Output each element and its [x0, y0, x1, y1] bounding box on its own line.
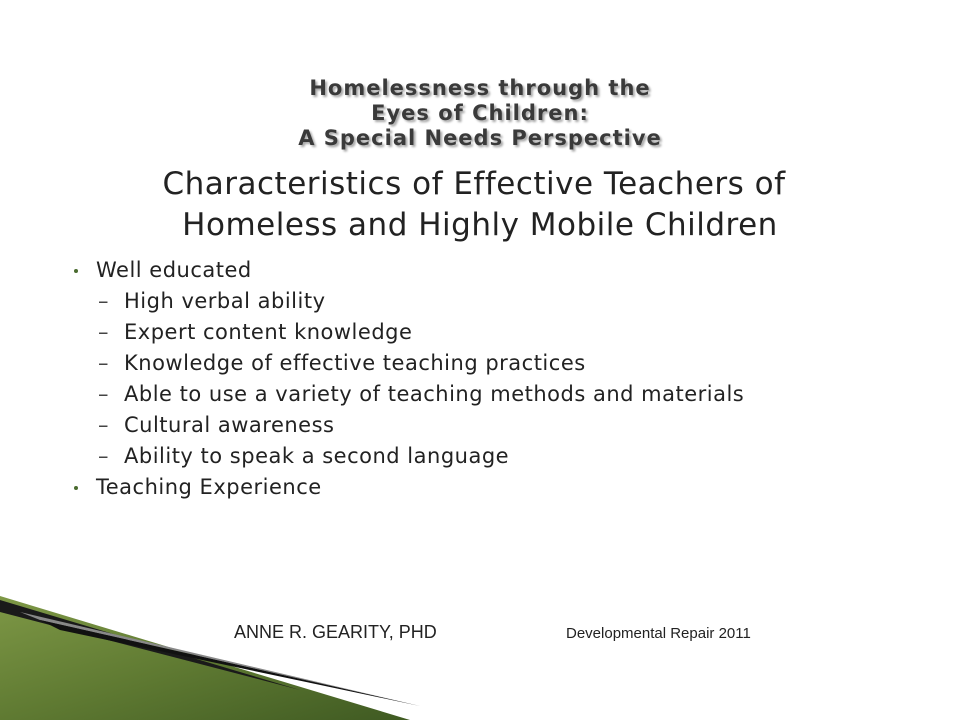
bullet-item	[72, 256, 932, 287]
sub-bullet-item	[72, 349, 932, 380]
sub-bullet-text: High verbal ability	[124, 289, 326, 313]
footer-author: ANNE R. GEARITY, PHD	[234, 622, 437, 642]
sub-bullet-item	[72, 318, 932, 349]
title-line: A Special Needs Perspective	[298, 126, 662, 150]
sub-bullet-item	[72, 442, 932, 473]
sub-bullet-text: Able to use a variety of teaching methods and materials	[124, 382, 745, 406]
dash-icon: –	[98, 289, 109, 313]
dash-icon: –	[98, 320, 109, 344]
sub-bullet-text: Cultural awareness	[124, 413, 335, 437]
slide-subtitle	[0, 164, 960, 246]
dash-icon: –	[98, 444, 109, 468]
sub-bullet-item	[72, 380, 932, 411]
bullet-dot-icon	[74, 269, 78, 273]
sub-bullet-text: Ability to speak a second language	[124, 444, 510, 468]
bullet-list	[72, 256, 932, 504]
bullet-item	[72, 473, 932, 504]
title-line: Eyes of Children:	[371, 101, 589, 125]
footer-source: Developmental Repair 2011	[566, 625, 751, 642]
sub-bullet-item	[72, 411, 932, 442]
bullet-text: Well educated	[96, 258, 252, 282]
dash-icon: –	[98, 382, 109, 406]
dash-icon: –	[98, 351, 109, 375]
sub-bullet-text: Expert content knowledge	[124, 320, 413, 344]
subtitle-line-2: Homeless and Highly Mobile Children	[182, 207, 778, 243]
presentation-title	[0, 76, 960, 151]
sub-bullet-text: Knowledge of effective teaching practices	[124, 351, 586, 375]
sub-bullet-item	[72, 287, 932, 318]
dash-icon: –	[98, 413, 109, 437]
bullet-text: Teaching Experience	[96, 475, 322, 499]
title-line: Homelessness through the	[309, 76, 651, 100]
subtitle-line-1: Characteristics of Effective Teachers of	[162, 166, 786, 202]
bullet-dot-icon	[74, 486, 78, 490]
